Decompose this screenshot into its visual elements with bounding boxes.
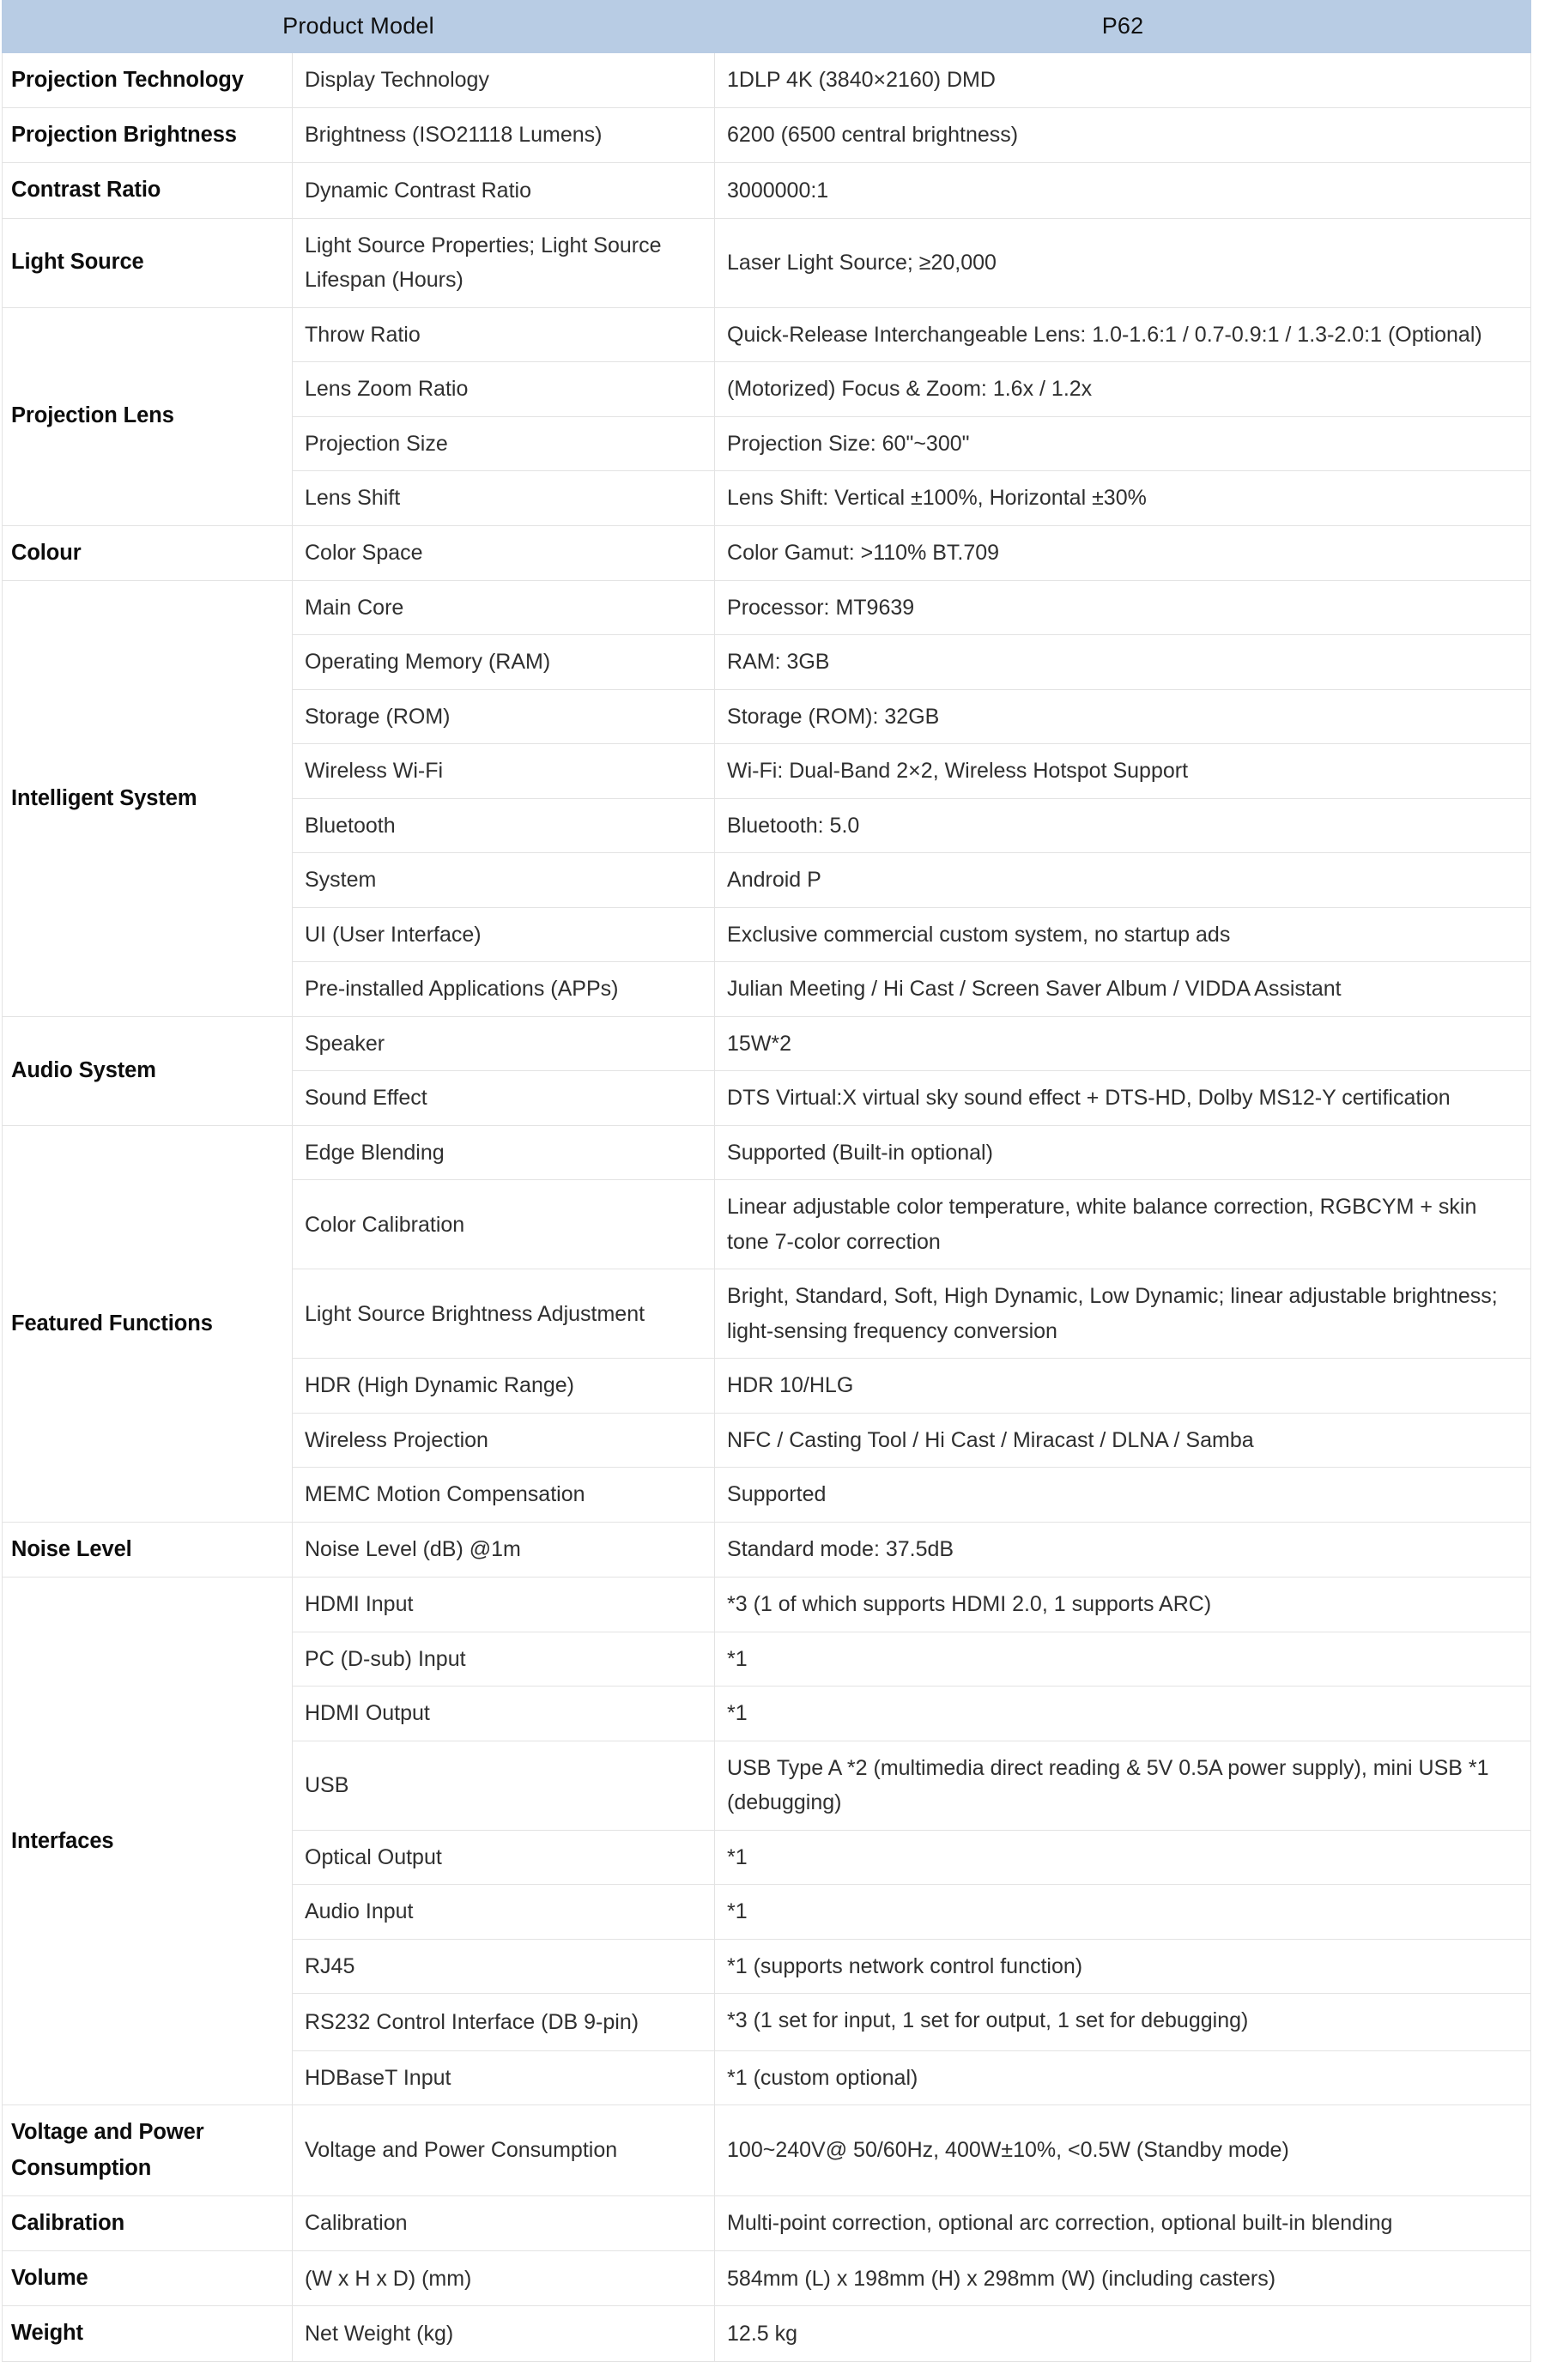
spec-attribute-label: Lens Shift: [293, 471, 715, 526]
spec-value: DTS Virtual:X virtual sky sound effect + DTS-HD, Dolby MS12-Y certification: [715, 1071, 1531, 1126]
table-row: [3, 108, 1531, 163]
spec-attribute-label: Pre-installed Applications (APPs): [293, 962, 715, 1017]
table-row: [3, 1016, 1531, 1071]
spec-group-label: Contrast Ratio: [3, 163, 293, 218]
spec-value: 12.5 kg: [715, 2306, 1531, 2361]
spec-value: *1: [715, 1830, 1531, 1885]
spec-attribute-label: Speaker: [293, 1016, 715, 1071]
spec-value: Wi-Fi: Dual-Band 2×2, Wireless Hotspot Support: [715, 744, 1531, 799]
spec-value: *1: [715, 1885, 1531, 1940]
spec-attribute-label: Net Weight (kg): [293, 2306, 715, 2361]
spec-attribute-label: RS232 Control Interface (DB 9-pin): [293, 1994, 715, 2051]
spec-attribute-label: HDR (High Dynamic Range): [293, 1359, 715, 1414]
table-row: [3, 2251, 1531, 2306]
spec-value: Bluetooth: 5.0: [715, 798, 1531, 853]
spec-value: 6200 (6500 central brightness): [715, 108, 1531, 163]
spec-value: 15W*2: [715, 1016, 1531, 1071]
spec-attribute-label: Audio Input: [293, 1885, 715, 1940]
header-row: [3, 1, 1531, 53]
table-row: [3, 163, 1531, 218]
spec-value: Android P: [715, 853, 1531, 908]
spec-value: Supported (Built-in optional): [715, 1125, 1531, 1180]
spec-group-label: Weight: [3, 2306, 293, 2361]
spec-value: *3 (1 set for input, 1 set for output, 1 set for debugging): [715, 1994, 1531, 2051]
spec-attribute-label: PC (D-sub) Input: [293, 1632, 715, 1687]
spec-value: *1: [715, 1632, 1531, 1687]
spec-value: *1: [715, 1687, 1531, 1741]
table-row: [3, 2306, 1531, 2361]
table-body: [3, 52, 1531, 2361]
spec-value: HDR 10/HLG: [715, 1359, 1531, 1414]
spec-attribute-label: Brightness (ISO21118 Lumens): [293, 108, 715, 163]
spec-attribute-label: Voltage and Power Consumption: [293, 2105, 715, 2196]
spec-group-label: Light Source: [3, 218, 293, 307]
spec-attribute-label: Calibration: [293, 2195, 715, 2250]
table-row: [3, 218, 1531, 307]
spec-attribute-label: Main Core: [293, 580, 715, 635]
spec-attribute-label: Light Source Properties; Light Source Lifespan (Hours): [293, 218, 715, 307]
spec-value: Julian Meeting / Hi Cast / Screen Saver Album / VIDDA Assistant: [715, 962, 1531, 1017]
spec-value: Color Gamut: >110% BT.709: [715, 525, 1531, 580]
spec-group-label: Noise Level: [3, 1522, 293, 1577]
table-header: [3, 1, 1531, 53]
spec-attribute-label: Color Calibration: [293, 1180, 715, 1269]
spec-attribute-label: Light Source Brightness Adjustment: [293, 1269, 715, 1359]
spec-value: *1 (supports network control function): [715, 1939, 1531, 1994]
spec-group-label: Featured Functions: [3, 1125, 293, 1522]
spec-group-label: Projection Brightness: [3, 108, 293, 163]
spec-attribute-label: Noise Level (dB) @1m: [293, 1522, 715, 1577]
table-row: [3, 525, 1531, 580]
spec-value: *1 (custom optional): [715, 2050, 1531, 2105]
spec-attribute-label: HDMI Output: [293, 1687, 715, 1741]
table-row: [3, 1578, 1531, 1632]
spec-value: Projection Size: 60"~300": [715, 416, 1531, 471]
spec-value: (Motorized) Focus & Zoom: 1.6x / 1.2x: [715, 362, 1531, 417]
spec-group-label: Colour: [3, 525, 293, 580]
spec-attribute-label: HDMI Input: [293, 1578, 715, 1632]
spec-attribute-label: USB: [293, 1741, 715, 1830]
spec-value: Multi-point correction, optional arc correction, optional built-in blending: [715, 2195, 1531, 2250]
spec-attribute-label: Lens Zoom Ratio: [293, 362, 715, 417]
spec-attribute-label: (W x H x D) (mm): [293, 2251, 715, 2306]
spec-group-label: Audio System: [3, 1016, 293, 1125]
spec-attribute-label: Color Space: [293, 525, 715, 580]
spec-value: 3000000:1: [715, 163, 1531, 218]
spec-group-label: Projection Lens: [3, 307, 293, 525]
spec-attribute-label: UI (User Interface): [293, 907, 715, 962]
spec-value: Laser Light Source; ≥20,000: [715, 218, 1531, 307]
spec-attribute-label: Projection Size: [293, 416, 715, 471]
table-row: [3, 307, 1531, 362]
spec-group-label: Voltage and Power Consumption: [3, 2105, 293, 2196]
spec-attribute-label: Dynamic Contrast Ratio: [293, 163, 715, 218]
product-spec-table: [2, 0, 1531, 2362]
spec-attribute-label: Throw Ratio: [293, 307, 715, 362]
table-row: [3, 580, 1531, 635]
table-row: [3, 1125, 1531, 1180]
spec-value: 584mm (L) x 198mm (H) x 298mm (W) (including casters): [715, 2251, 1531, 2306]
spec-value: 1DLP 4K (3840×2160) DMD: [715, 52, 1531, 107]
spec-group-label: Projection Technology: [3, 52, 293, 107]
header-product-model: Product Model: [3, 1, 715, 53]
table-row: [3, 2195, 1531, 2250]
spec-value: Linear adjustable color temperature, white balance correction, RGBCYM + skin tone 7-color correction: [715, 1180, 1531, 1269]
spec-value: NFC / Casting Tool / Hi Cast / Miracast / DLNA / Samba: [715, 1413, 1531, 1468]
spec-attribute-label: Storage (ROM): [293, 689, 715, 744]
spec-attribute-label: Sound Effect: [293, 1071, 715, 1126]
spec-attribute-label: Edge Blending: [293, 1125, 715, 1180]
spec-value: Supported: [715, 1468, 1531, 1523]
spec-attribute-label: RJ45: [293, 1939, 715, 1994]
spec-value: *3 (1 of which supports HDMI 2.0, 1 supports ARC): [715, 1578, 1531, 1632]
spec-value: Lens Shift: Vertical ±100%, Horizontal ±30%: [715, 471, 1531, 526]
spec-attribute-label: Wireless Projection: [293, 1413, 715, 1468]
table-row: [3, 1522, 1531, 1577]
spec-attribute-label: Optical Output: [293, 1830, 715, 1885]
spec-value: Standard mode: 37.5dB: [715, 1522, 1531, 1577]
spec-value: Storage (ROM): 32GB: [715, 689, 1531, 744]
spec-value: 100~240V@ 50/60Hz, 400W±10%, <0.5W (Standby mode): [715, 2105, 1531, 2196]
spec-value: RAM: 3GB: [715, 635, 1531, 690]
spec-attribute-label: HDBaseT Input: [293, 2050, 715, 2105]
spec-value: Processor: MT9639: [715, 580, 1531, 635]
spec-attribute-label: Wireless Wi-Fi: [293, 744, 715, 799]
spec-attribute-label: Bluetooth: [293, 798, 715, 853]
table-row: [3, 2105, 1531, 2196]
spec-group-label: Calibration: [3, 2195, 293, 2250]
spec-value: Quick-Release Interchangeable Lens: 1.0-1.6:1 / 0.7-0.9:1 / 1.3-2.0:1 (Optional): [715, 307, 1531, 362]
spec-group-label: Interfaces: [3, 1578, 293, 2105]
spec-attribute-label: Display Technology: [293, 52, 715, 107]
spec-value: Exclusive commercial custom system, no startup ads: [715, 907, 1531, 962]
spec-attribute-label: System: [293, 853, 715, 908]
spec-value: Bright, Standard, Soft, High Dynamic, Low Dynamic; linear adjustable brightness; light-sensing frequency conversion: [715, 1269, 1531, 1359]
spec-attribute-label: MEMC Motion Compensation: [293, 1468, 715, 1523]
spec-group-label: Intelligent System: [3, 580, 293, 1016]
spec-value: USB Type A *2 (multimedia direct reading & 5V 0.5A power supply), mini USB *1 (debugging): [715, 1741, 1531, 1830]
spec-group-label: Volume: [3, 2251, 293, 2306]
header-model-name: P62: [715, 1, 1531, 53]
spec-attribute-label: Operating Memory (RAM): [293, 635, 715, 690]
table-row: [3, 52, 1531, 107]
